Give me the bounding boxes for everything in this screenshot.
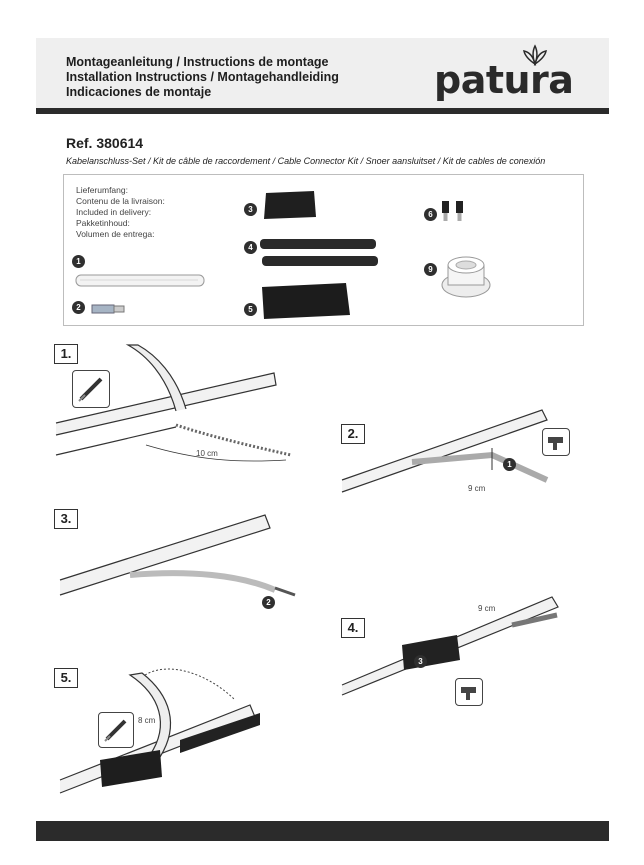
step-1-label: 1. (54, 344, 78, 364)
delivery-label-de: Lieferumfang: (76, 185, 128, 195)
shrink-tube-thin-item (260, 237, 380, 269)
step-2-label: 2. (341, 424, 365, 444)
shrink-tube-short-item (262, 191, 318, 221)
step-5-measure: 8 cm (138, 716, 156, 725)
shrink-tube-wide-item (260, 283, 352, 321)
header-line-1: Montageanleitung / Instructions de montage (66, 55, 329, 69)
cable-tape-item (76, 273, 206, 289)
patura-logo: patura (434, 58, 574, 102)
ferrule-item (92, 303, 126, 315)
step-5-label: 5. (54, 668, 78, 688)
delivery-label-nl: Pakketinhoud: (76, 218, 130, 228)
step-4-callout: 3 (414, 655, 427, 668)
header-line-2: Installation Instructions / Montagehandleiding (66, 70, 339, 84)
item-badge-1: 1 (72, 255, 85, 268)
item-badge-9: 9 (424, 263, 437, 276)
step-3-illustration (60, 510, 310, 610)
step-2-measure: 9 cm (468, 484, 486, 493)
item-badge-4: 4 (244, 241, 257, 254)
header-line-3: Indicaciones de montaje (66, 85, 212, 99)
heat-gun-icon (455, 678, 483, 706)
step-1-measure: 10 cm (196, 449, 218, 458)
item-badge-3: 3 (244, 203, 257, 216)
step-2-callout: 1 (503, 458, 516, 471)
item-badge-2: 2 (72, 301, 85, 314)
footer-bar (36, 821, 609, 841)
item-badge-5: 5 (244, 303, 257, 316)
delivery-label-fr: Contenu de la livraison: (76, 196, 165, 206)
step-2-illustration (342, 400, 572, 495)
delivery-contents-box (63, 174, 584, 326)
step-3-callout: 2 (262, 596, 275, 609)
step-4-label: 4. (341, 618, 365, 638)
step-4-measure: 9 cm (478, 604, 496, 613)
step-5-illustration (60, 665, 270, 795)
product-subtitle: Kabelanschluss-Set / Kit de câble de raccordement / Cable Connector Kit / Snoer aansluitset / Kit de cables de conexión (66, 156, 546, 166)
reference-number: Ref. 380614 (66, 135, 144, 151)
delivery-label-es: Volumen de entrega: (76, 229, 155, 239)
delivery-label-en: Included in delivery: (76, 207, 152, 217)
logo-flower-icon (520, 44, 550, 66)
grommet-item (440, 255, 492, 301)
ferrule-pair-item (440, 197, 474, 223)
step-1-illustration (56, 345, 316, 470)
item-badge-6: 6 (424, 208, 437, 221)
step-3-label: 3. (54, 509, 78, 529)
